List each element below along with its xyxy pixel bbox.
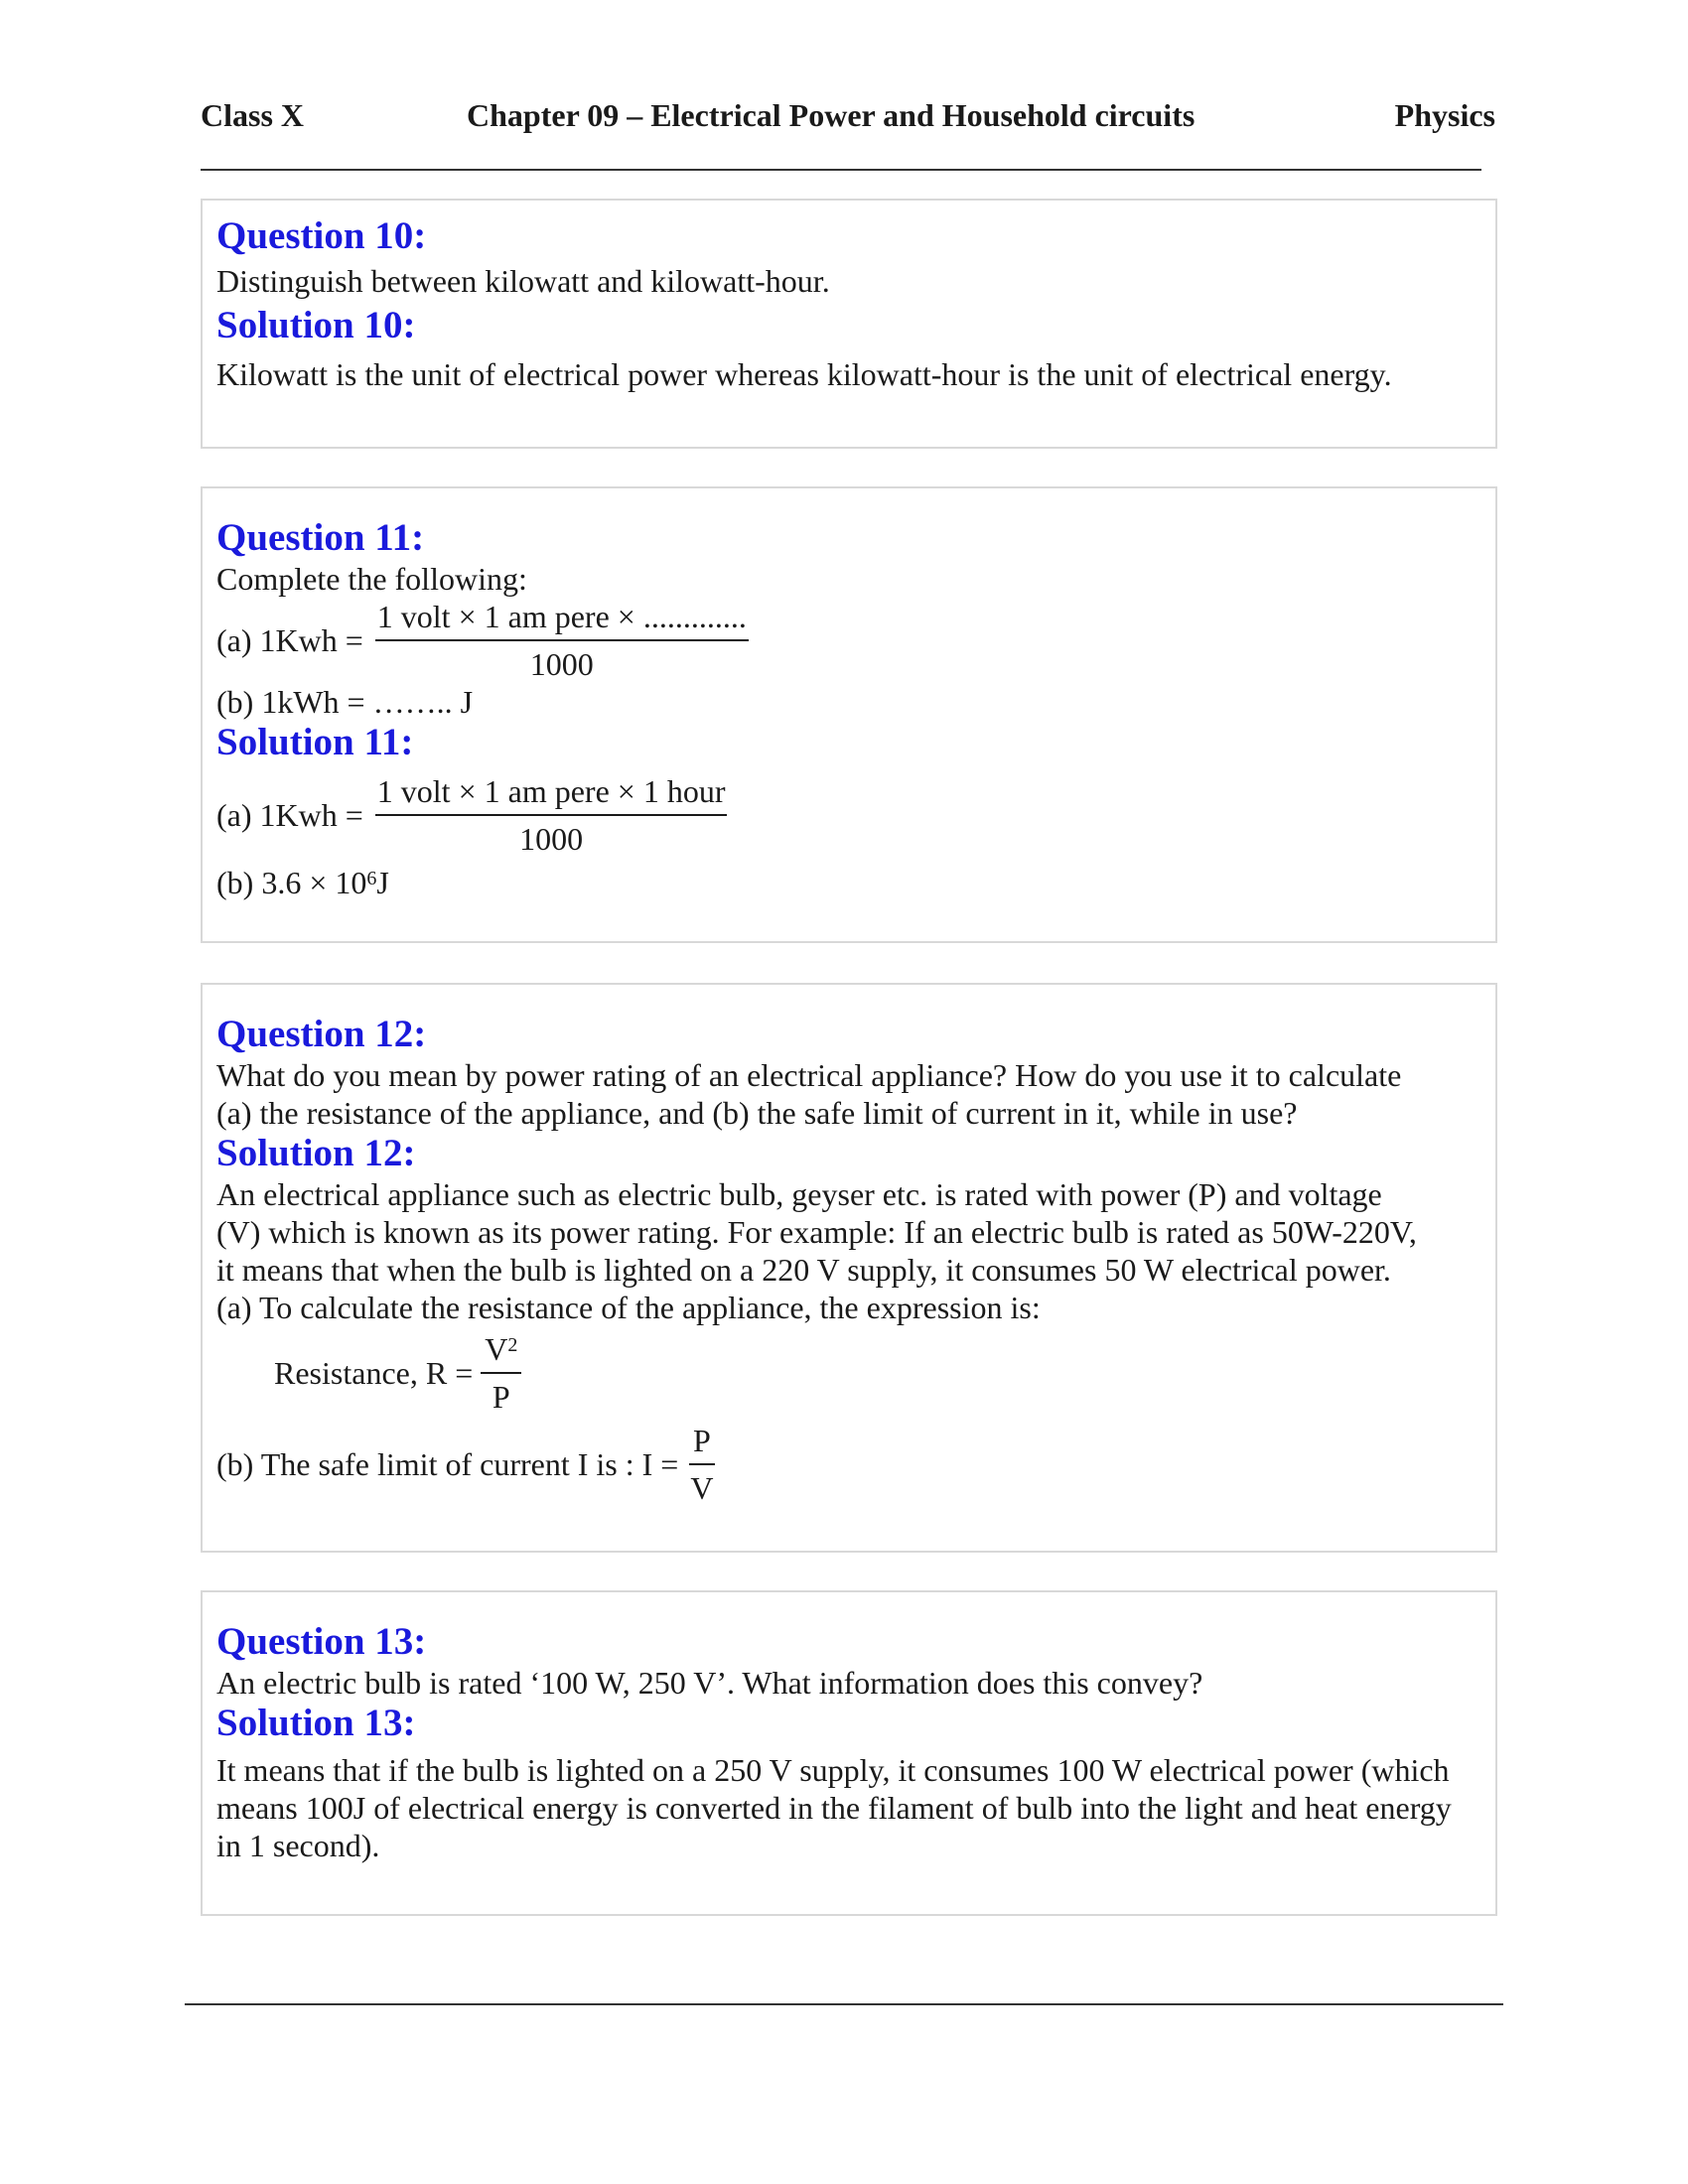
current-denominator: V bbox=[690, 1470, 714, 1506]
part-a-lhs: (a) 1Kwh = bbox=[216, 622, 363, 658]
solution-12-line-4: (a) To calculate the resistance of the appliance, the expression is: bbox=[216, 1290, 1041, 1325]
question-11-part-a bbox=[216, 598, 1481, 683]
solution-a-numerator: 1 volt × 1 am pere × 1 hour bbox=[375, 772, 728, 816]
question-10-heading: Question 10: bbox=[216, 214, 427, 257]
subject-label: Physics bbox=[1394, 97, 1495, 133]
question-10-text: Distinguish between kilowatt and kilowatt-hour. bbox=[216, 263, 830, 299]
question-11-intro: Complete the following: bbox=[216, 561, 527, 597]
part-a-numerator: 1 volt × 1 am pere × ............. bbox=[375, 598, 749, 641]
current-formula bbox=[216, 1422, 1481, 1507]
solution-a-lhs: (a) 1Kwh = bbox=[216, 797, 363, 833]
solution-12-line-1: An electrical appliance such as electric bulb, geyser etc. is rated with power (P) and voltage bbox=[216, 1176, 1382, 1212]
solution-11-part-b bbox=[216, 864, 1481, 901]
part-a-denominator: 1000 bbox=[529, 646, 594, 682]
solution-13-line-1: It means that if the bulb is lighted on a 250 V supply, it consumes 100 W electrical power (which bbox=[216, 1752, 1450, 1788]
solution-13-line-3: in 1 second). bbox=[216, 1828, 380, 1863]
question-13-box bbox=[201, 1590, 1497, 1916]
question-10-box bbox=[201, 199, 1497, 449]
solution-12-line-3: it means that when the bulb is lighted on a 220 V supply, it consumes 50 W electrical power. bbox=[216, 1252, 1391, 1288]
chapter-title: Chapter 09 – Electrical Power and Household circuits bbox=[467, 97, 1196, 133]
resistance-fraction bbox=[481, 1330, 521, 1416]
solution-13-heading: Solution 13: bbox=[216, 1702, 416, 1744]
solution-12-heading: Solution 12: bbox=[216, 1132, 416, 1174]
solution-b-prefix: (b) 3.6 × 10 bbox=[216, 865, 367, 900]
solution-11-part-a bbox=[216, 772, 1481, 858]
question-11-part-b: (b) 1kWh = …….. J bbox=[216, 684, 474, 720]
resistance-lhs: Resistance, R = bbox=[274, 1355, 474, 1391]
question-13-heading: Question 13: bbox=[216, 1620, 427, 1663]
question-12-line-2: (a) the resistance of the appliance, and (b) the safe limit of current in it, while in use? bbox=[216, 1095, 1298, 1131]
solution-12-line-2: (V) which is known as its power rating. For example: If an electric bulb is rated as 50W-220V, bbox=[216, 1214, 1417, 1250]
resistance-num-base: V bbox=[485, 1331, 508, 1367]
header-divider bbox=[201, 169, 1481, 171]
solution-13-line-2: means 100J of electrical energy is converted in the filament of bulb into the light and heat energy bbox=[216, 1790, 1452, 1826]
solution-b-exponent: 6 bbox=[366, 868, 377, 889]
resistance-num-exponent: 2 bbox=[507, 1334, 518, 1356]
question-11-box bbox=[201, 486, 1497, 943]
current-numerator: P bbox=[689, 1422, 715, 1465]
resistance-formula bbox=[274, 1330, 1481, 1416]
solution-a-fraction bbox=[375, 772, 728, 858]
solution-11-heading: Solution 11: bbox=[216, 721, 414, 763]
current-fraction bbox=[686, 1422, 717, 1507]
question-11-heading: Question 11: bbox=[216, 516, 425, 559]
current-lhs: (b) The safe limit of current I is : I = bbox=[216, 1446, 679, 1482]
solution-10-text: Kilowatt is the unit of electrical power whereas kilowatt-hour is the unit of electrical energy. bbox=[216, 356, 1392, 392]
page-header bbox=[201, 97, 1495, 141]
footer-divider bbox=[185, 2003, 1503, 2005]
resistance-denominator: P bbox=[492, 1379, 510, 1415]
question-13-text: An electric bulb is rated ‘100 W, 250 V’. What information does this convey? bbox=[216, 1665, 1203, 1701]
solution-10-heading: Solution 10: bbox=[216, 304, 416, 346]
question-12-line-1: What do you mean by power rating of an electrical appliance? How do you use it to calculate bbox=[216, 1057, 1402, 1093]
question-12-heading: Question 12: bbox=[216, 1013, 427, 1055]
class-label: Class X bbox=[201, 97, 305, 133]
solution-b-unit: J bbox=[376, 865, 389, 900]
question-12-box bbox=[201, 983, 1497, 1553]
solution-a-denominator: 1000 bbox=[519, 821, 584, 857]
part-a-fraction bbox=[375, 598, 749, 683]
resistance-numerator bbox=[481, 1330, 521, 1374]
